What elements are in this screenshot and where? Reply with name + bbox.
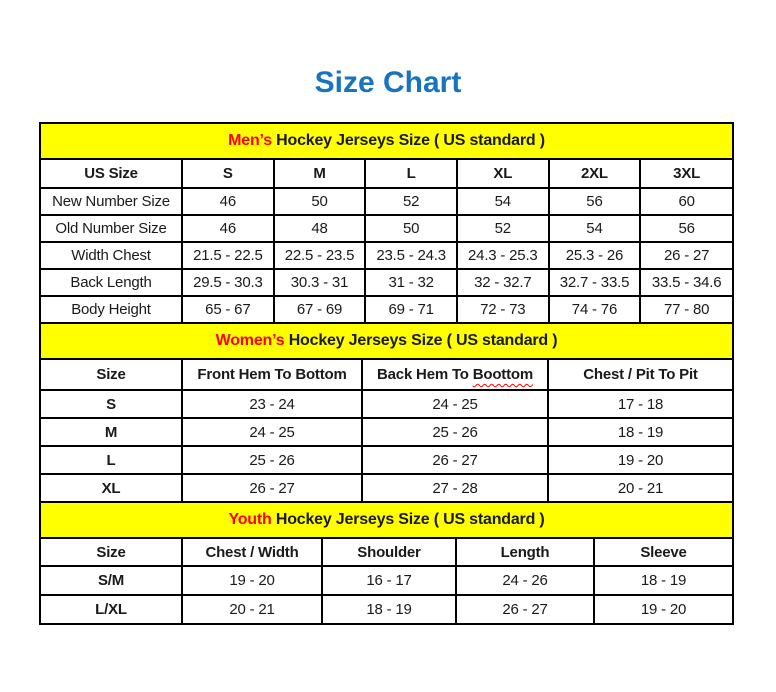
table-row <box>41 188 732 215</box>
size-value-cell: 24.3 - 25.3 <box>457 242 549 269</box>
size-value-cell: 26 - 27 <box>362 446 548 474</box>
table-row <box>41 566 732 595</box>
size-value-cell: 23 - 24 <box>182 390 362 418</box>
row-label: S <box>41 390 182 418</box>
row-label: New Number Size <box>41 188 182 215</box>
size-value-cell: 25.3 - 26 <box>549 242 641 269</box>
column-header: Size <box>41 539 182 566</box>
size-value-cell: 56 <box>640 215 732 242</box>
column-header: Sleeve <box>594 539 732 566</box>
youth-size-table <box>41 539 732 623</box>
size-value-cell: 32.7 - 33.5 <box>549 269 641 296</box>
column-header: Length <box>456 539 594 566</box>
size-value-cell: 16 - 17 <box>322 566 456 595</box>
back-hem-prefix: Back Hem To <box>377 366 469 383</box>
youth-section-heading <box>41 501 732 539</box>
row-label: L <box>41 446 182 474</box>
size-value-cell: 56 <box>549 188 641 215</box>
size-value-cell: 54 <box>457 188 549 215</box>
column-header: L <box>365 160 457 188</box>
table-row <box>41 296 732 322</box>
size-value-cell: 22.5 - 23.5 <box>274 242 366 269</box>
size-value-cell: 18 - 19 <box>322 595 456 623</box>
column-header: S <box>182 160 274 188</box>
size-value-cell: 17 - 18 <box>548 390 732 418</box>
size-value-cell: 25 - 26 <box>362 418 548 446</box>
size-value-cell: 24 - 25 <box>362 390 548 418</box>
column-header: Size <box>41 360 182 390</box>
size-value-cell: 65 - 67 <box>182 296 274 322</box>
size-value-cell: 24 - 26 <box>456 566 594 595</box>
size-value-cell: 46 <box>182 188 274 215</box>
size-value-cell: 32 - 32.7 <box>457 269 549 296</box>
column-header: M <box>274 160 366 188</box>
size-value-cell: 30.3 - 31 <box>274 269 366 296</box>
size-value-cell: 52 <box>365 188 457 215</box>
size-value-cell: 54 <box>549 215 641 242</box>
size-value-cell: 72 - 73 <box>457 296 549 322</box>
column-header-with-typo <box>362 360 548 390</box>
row-label: S/M <box>41 566 182 595</box>
womens-header-row <box>41 360 732 390</box>
row-label: Old Number Size <box>41 215 182 242</box>
size-value-cell: 77 - 80 <box>640 296 732 322</box>
womens-heading-rest: Hockey Jerseys Size ( US standard ) <box>284 332 558 349</box>
size-value-cell: 69 - 71 <box>365 296 457 322</box>
table-row <box>41 446 732 474</box>
size-value-cell: 23.5 - 24.3 <box>365 242 457 269</box>
youth-heading-rest: Hockey Jerseys Size ( US standard ) <box>271 511 545 528</box>
size-value-cell: 19 - 20 <box>182 566 322 595</box>
size-value-cell: 31 - 32 <box>365 269 457 296</box>
size-value-cell: 52 <box>457 215 549 242</box>
row-label: XL <box>41 474 182 501</box>
column-header: 3XL <box>640 160 732 188</box>
size-value-cell: 27 - 28 <box>362 474 548 501</box>
size-value-cell: 19 - 20 <box>548 446 732 474</box>
column-header: XL <box>457 160 549 188</box>
size-value-cell: 50 <box>274 188 366 215</box>
mens-heading-rest: Hockey Jerseys Size ( US standard ) <box>271 132 545 149</box>
size-value-cell: 48 <box>274 215 366 242</box>
table-row <box>41 269 732 296</box>
table-row <box>41 215 732 242</box>
size-value-cell: 60 <box>640 188 732 215</box>
column-header: Front Hem To Bottom <box>182 360 362 390</box>
size-value-cell: 21.5 - 22.5 <box>182 242 274 269</box>
size-value-cell: 20 - 21 <box>182 595 322 623</box>
size-value-cell: 33.5 - 34.6 <box>640 269 732 296</box>
table-row <box>41 390 732 418</box>
size-value-cell: 25 - 26 <box>182 446 362 474</box>
mens-header-row <box>41 160 732 188</box>
size-value-cell: 50 <box>365 215 457 242</box>
row-label: Back Length <box>41 269 182 296</box>
row-label: Body Height <box>41 296 182 322</box>
size-value-cell: 18 - 19 <box>594 566 732 595</box>
size-value-cell: 46 <box>182 215 274 242</box>
size-value-cell: 18 - 19 <box>548 418 732 446</box>
column-header: 2XL <box>549 160 641 188</box>
size-value-cell: 24 - 25 <box>182 418 362 446</box>
size-value-cell: 26 - 27 <box>456 595 594 623</box>
size-value-cell: 26 - 27 <box>182 474 362 501</box>
mens-section-heading <box>41 124 732 160</box>
page-title: Size Chart <box>314 66 462 99</box>
table-row <box>41 474 732 501</box>
womens-heading-highlight: Women’s <box>215 332 285 349</box>
youth-heading-highlight: Youth <box>228 511 272 528</box>
row-label: Width Chest <box>41 242 182 269</box>
size-value-cell: 26 - 27 <box>640 242 732 269</box>
column-header: Chest / Width <box>182 539 322 566</box>
column-header: Shoulder <box>322 539 456 566</box>
size-value-cell: 20 - 21 <box>548 474 732 501</box>
row-label: M <box>41 418 182 446</box>
size-value-cell: 74 - 76 <box>549 296 641 322</box>
size-chart-tables <box>39 122 734 625</box>
column-header: US Size <box>41 160 182 188</box>
size-value-cell: 29.5 - 30.3 <box>182 269 274 296</box>
row-label: L/XL <box>41 595 182 623</box>
mens-heading-highlight: Men’s <box>228 132 272 149</box>
table-row <box>41 595 732 623</box>
table-row <box>41 418 732 446</box>
column-header: Chest / Pit To Pit <box>548 360 732 390</box>
womens-section-heading <box>41 322 732 360</box>
size-value-cell: 19 - 20 <box>594 595 732 623</box>
misspelled-word-squiggle: Boottom <box>472 366 533 383</box>
youth-header-row <box>41 539 732 566</box>
mens-size-table <box>41 160 732 322</box>
womens-size-table <box>41 360 732 501</box>
table-row <box>41 242 732 269</box>
size-value-cell: 67 - 69 <box>274 296 366 322</box>
